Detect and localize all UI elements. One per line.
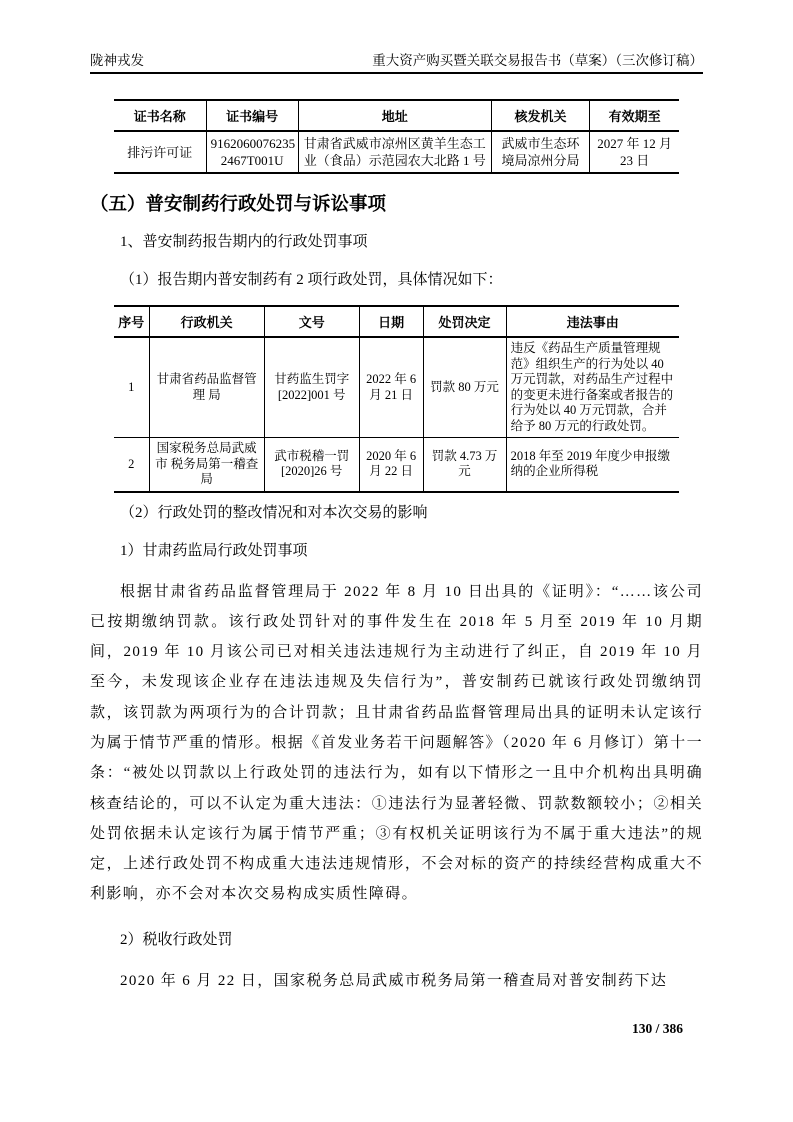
- paragraph-penalty-intro: （1）报告期内普安制药有 2 项行政处罚，具体情况如下：: [120, 272, 503, 288]
- col-header-seq-no: 序号: [114, 306, 149, 337]
- certificate-table: [114, 99, 679, 174]
- penalty-2-authority: 国家税务总局武威市 税务局第一稽查局: [149, 438, 264, 492]
- penalty-row-1: [114, 337, 679, 438]
- subheading-rectification: （2）行政处罚的整改情况和对本次交易的影响: [120, 504, 428, 521]
- col-header-violation-reason: 违法事由: [506, 306, 679, 337]
- penalty-1-reason: 违反《药品生产质量管理规范》组织生产的行为处以 40 万元罚款，对药品生产过程中的变更未进行备案或者报告的行为处以 40 万元罚款，合并给予 80 万元的行政处罚。: [506, 337, 679, 438]
- penalty-1-seq: 1: [114, 337, 149, 438]
- penalty-1-authority: 甘肃省药品监督管理 局: [149, 337, 264, 438]
- col-header-date: 日期: [359, 306, 423, 337]
- penalty-1-date: 2022 年 6 月 21 日: [359, 337, 423, 438]
- penalty-row-2: [114, 438, 679, 492]
- penalty-2-seq: 2: [114, 438, 149, 492]
- cert-valid-until-cell: 2027 年 12 月 23 日: [590, 131, 679, 173]
- header-left-company: 陇神戎发: [90, 53, 144, 68]
- cert-address-cell: 甘肃省武威市凉州区黄羊生态工业（食品）示范园农大北路 1 号: [298, 131, 491, 173]
- certificate-table-header-row: [114, 100, 679, 131]
- col-header-cert-number: 证书编号: [206, 100, 298, 131]
- col-header-address: 地址: [298, 100, 491, 131]
- cert-number-cell: 9162060076235 2467T001U: [206, 131, 298, 173]
- subheading-gansu-nmpa-penalty: 1）甘肃药监局行政处罚事项: [120, 542, 308, 559]
- col-header-admin-authority: 行政机关: [149, 306, 264, 337]
- penalty-2-doc-no: 武市税稽一罚 [2020]26 号: [264, 438, 359, 492]
- paragraph-tax-penalty: 2020 年 6 月 22 日，国家税务总局武威市税务局第一稽查局对普安制药下达: [120, 972, 668, 989]
- col-header-cert-name: 证书名称: [114, 100, 206, 131]
- penalty-table: [114, 305, 679, 493]
- page-header: [90, 0, 703, 74]
- penalty-2-reason: 2018 年至 2019 年度少申报缴纳的企业所得税: [506, 438, 679, 492]
- subheading-tax-penalty: 2）税收行政处罚: [120, 931, 233, 948]
- penalty-1-doc-no: 甘药监生罚字 [2022]001 号: [264, 337, 359, 438]
- col-header-valid-until: 有效期至: [590, 100, 679, 131]
- col-header-doc-number: 文号: [264, 306, 359, 337]
- header-right-report-title: 重大资产购买暨关联交易报告书（草案）（三次修订稿）: [372, 53, 703, 68]
- col-header-penalty-decision: 处罚决定: [423, 306, 506, 337]
- cert-name-cell: 排污许可证: [114, 131, 206, 173]
- section-heading: （五）普安制药行政处罚与诉讼事项: [90, 193, 387, 214]
- penalty-1-decision: 罚款 80 万元: [423, 337, 506, 438]
- penalty-table-header-row: [114, 306, 679, 337]
- penalty-2-date: 2020 年 6 月 22 日: [359, 438, 423, 492]
- cert-authority-cell: 武威市生态环境局凉州分局: [491, 131, 589, 173]
- certificate-row: [114, 131, 679, 173]
- page-number: 130 / 386: [631, 1021, 683, 1036]
- col-header-issuing-authority: 核发机关: [491, 100, 589, 131]
- subheading-penalties-in-period: 1、普安制药报告期内的行政处罚事项: [120, 234, 368, 250]
- paragraph-gmp-penalty-analysis: 根据甘肃省药品监督管理局于 2022 年 8 月 10 日出具的《证明》：“……该公司已按期缴纳罚款。该行政处罚针对的事件发生在 2018 年 5 月至 2019 年 10 月期间，2019 年 10 月该公司已对相关违法违规行为主动进行了纠正，自 2019 年 10 月至今，未发现该企业存在违法违规及失信行为”，普安制药已就该行政处罚缴纳罚款，该罚款为两项行为的合计罚款；且甘肃省药品监督管理局出具的证明未认定该行为属于情节严重的情形。根据《首发业务若干问题解答》（2020 年 6 月修订）第十一条：“被处以罚款以上行政处罚的违法行为，如有以下情形之一且中介机构出具明确核查结论的，可以不认定为重大违法：①违法行为显著轻微、罚款数额较小；②相关处罚依据未认定该行为属于情节严重；③有权机关证明该行为不属于重大违法”的规定，上述行政处罚不构成重大违法违规情形，不会对标的资产的持续经营构成重大不利影响，亦不会对本次交易构成实质性障碍。: [90, 583, 703, 903]
- penalty-2-decision: 罚款 4.73 万元: [423, 438, 506, 492]
